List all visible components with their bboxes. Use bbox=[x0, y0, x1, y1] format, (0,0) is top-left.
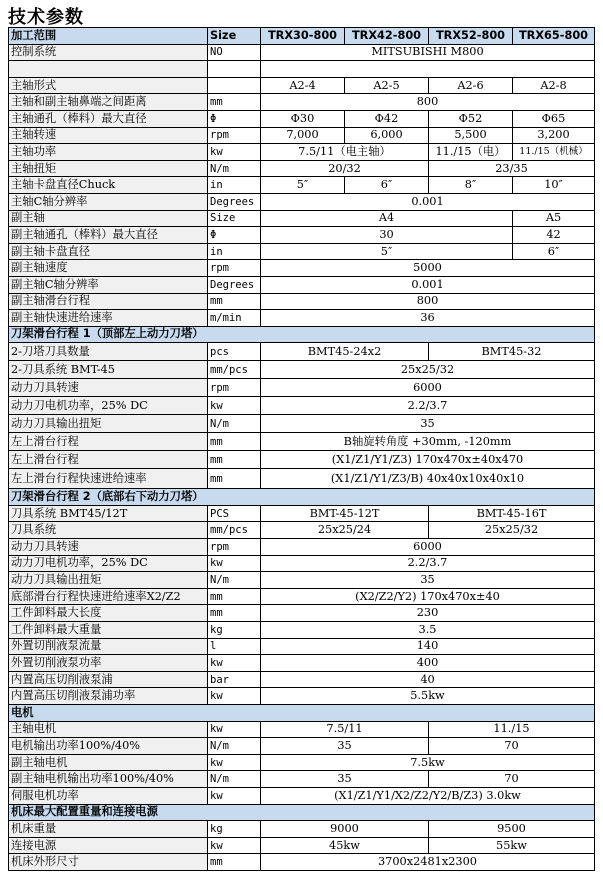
spec-value: Φ52 bbox=[429, 110, 513, 127]
spec-row bbox=[9, 588, 595, 605]
spec-table bbox=[8, 27, 595, 871]
spec-unit: N/m bbox=[208, 160, 261, 177]
section-header-row bbox=[9, 326, 595, 343]
spec-label: 主轴电机 bbox=[9, 721, 208, 738]
spec-value: BMT45-24x2 bbox=[261, 343, 429, 361]
spec-row bbox=[9, 622, 595, 639]
spec-value: 400 bbox=[261, 655, 595, 672]
spec-value: 55kw bbox=[429, 837, 595, 854]
spec-label: 左上滑台行程快速进给速率 bbox=[9, 469, 208, 489]
spec-value: 70 bbox=[429, 738, 595, 755]
spec-value: 3700x2481x2300 bbox=[261, 854, 595, 871]
spec-row bbox=[9, 77, 595, 94]
spec-unit bbox=[208, 77, 261, 94]
spec-unit: mm bbox=[208, 293, 261, 310]
section-title: 刀架滑台行程 2（底部右下动力刀塔） bbox=[9, 489, 595, 506]
spec-value: 9000 bbox=[261, 821, 429, 838]
spec-row bbox=[9, 415, 595, 433]
spec-value: 35 bbox=[261, 415, 595, 433]
spec-label: 工件卸料最大长度 bbox=[9, 605, 208, 622]
spec-unit: Degrees bbox=[208, 193, 261, 210]
spec-row bbox=[9, 293, 595, 310]
spec-row bbox=[9, 193, 595, 210]
spec-value: 70 bbox=[429, 771, 595, 788]
spec-unit: rpm bbox=[208, 539, 261, 556]
spec-value: 800 bbox=[261, 293, 595, 310]
spec-value: 25x25/32 bbox=[261, 361, 595, 379]
spec-label bbox=[9, 61, 208, 78]
spec-unit: PCS bbox=[208, 505, 261, 522]
spec-value: 11./15（机械） bbox=[513, 144, 595, 161]
spec-value: 6″ bbox=[513, 243, 595, 260]
spec-unit: N/m bbox=[208, 572, 261, 589]
spec-value: 3.5 bbox=[261, 622, 595, 639]
spec-row bbox=[9, 555, 595, 572]
spec-value: 7.5/11 bbox=[261, 721, 429, 738]
spec-unit: mm bbox=[208, 588, 261, 605]
spec-label: 副主轴快速进给速率 bbox=[9, 310, 208, 327]
spec-label: 2-刀具系统 BMT-45 bbox=[9, 361, 208, 379]
spec-label: 外置切削液泵流量 bbox=[9, 638, 208, 655]
spec-unit: NO bbox=[208, 44, 261, 61]
spec-value: (X1/Z1/Y1/Z3) 170x470x±40x470 bbox=[261, 451, 595, 469]
spec-value: 6″ bbox=[345, 177, 429, 194]
spec-label: 主轴卡盘直径Chuck bbox=[9, 177, 208, 194]
spec-row bbox=[9, 688, 595, 705]
spec-label: 电机输出功率100%/40% bbox=[9, 738, 208, 755]
spec-value: 36 bbox=[261, 310, 595, 327]
spec-table-body bbox=[9, 28, 595, 871]
spec-value: 20/32 bbox=[261, 160, 429, 177]
spec-value: 6000 bbox=[261, 379, 595, 397]
spec-value: 5.5kw bbox=[261, 688, 595, 705]
spec-unit: mm bbox=[208, 854, 261, 871]
spec-label: 工件卸料最大重量 bbox=[9, 622, 208, 639]
spec-value: 45kw bbox=[261, 837, 429, 854]
spec-label: 底部滑台行程快速进给速率X2/Z2 bbox=[9, 588, 208, 605]
spec-label: 内置高压切削液泵浦 bbox=[9, 671, 208, 688]
spec-label: 左上滑台行程 bbox=[9, 451, 208, 469]
spec-unit: rpm bbox=[208, 379, 261, 397]
spec-value: A2-5 bbox=[345, 77, 429, 94]
spec-unit: N/m bbox=[208, 415, 261, 433]
spec-value: 35 bbox=[261, 572, 595, 589]
spec-unit: rpm bbox=[208, 127, 261, 144]
spec-value bbox=[261, 61, 595, 78]
spec-label: 副主轴电机输出功率100%/40% bbox=[9, 771, 208, 788]
spec-row bbox=[9, 787, 595, 804]
spec-label: 副主轴电机 bbox=[9, 754, 208, 771]
spec-label: 刀具系统 BMT45/12T bbox=[9, 505, 208, 522]
spec-unit: mm bbox=[208, 433, 261, 451]
spec-label: 主轴和副主轴鼻端之间距离 bbox=[9, 94, 208, 111]
spec-row bbox=[9, 210, 595, 227]
spec-label: 主轴形式 bbox=[9, 77, 208, 94]
spec-row bbox=[9, 539, 595, 556]
spec-row bbox=[9, 433, 595, 451]
spec-value: 35 bbox=[261, 771, 429, 788]
spec-unit: m/min bbox=[208, 310, 261, 327]
spec-unit: kw bbox=[208, 688, 261, 705]
spec-value: (X1/Z1/Y1/Z3/B) 40x40x10x40x10 bbox=[261, 469, 595, 489]
spec-unit: mm bbox=[208, 605, 261, 622]
spec-unit: kw bbox=[208, 787, 261, 804]
spec-value: 42 bbox=[513, 227, 595, 244]
spec-label: 刀具系统 bbox=[9, 522, 208, 539]
header-label: 加工范围 bbox=[9, 28, 208, 45]
spec-row bbox=[9, 361, 595, 379]
spec-label: 主轴通孔（棒料）最大直径 bbox=[9, 110, 208, 127]
spec-value: A5 bbox=[513, 210, 595, 227]
spec-unit bbox=[208, 61, 261, 78]
spec-value: Φ42 bbox=[345, 110, 429, 127]
spec-unit: kw bbox=[208, 555, 261, 572]
spec-unit: kg bbox=[208, 821, 261, 838]
spec-unit: kw bbox=[208, 721, 261, 738]
spec-row bbox=[9, 451, 595, 469]
spec-label: 动力刀具输出扭矩 bbox=[9, 572, 208, 589]
spec-row bbox=[9, 572, 595, 589]
spec-unit: N/m bbox=[208, 771, 261, 788]
spec-row bbox=[9, 243, 595, 260]
spec-value: 5000 bbox=[261, 260, 595, 277]
spec-value: (X1/Z1/Y1/X2/Z2/Y2/B/Z3) 3.0kw bbox=[261, 787, 595, 804]
spec-unit: mm/pcs bbox=[208, 522, 261, 539]
spec-unit: kw bbox=[208, 144, 261, 161]
spec-row bbox=[9, 160, 595, 177]
spec-value: A4 bbox=[261, 210, 513, 227]
spec-label: 副主轴通孔（棒料）最大直径 bbox=[9, 227, 208, 244]
spec-value: 5″ bbox=[261, 243, 513, 260]
spec-value: A2-6 bbox=[429, 77, 513, 94]
spec-value: 9500 bbox=[429, 821, 595, 838]
spec-value: 23/35 bbox=[429, 160, 595, 177]
spec-label: 副主轴滑台行程 bbox=[9, 293, 208, 310]
spec-unit: Degrees bbox=[208, 276, 261, 293]
spec-label: 副主轴 bbox=[9, 210, 208, 227]
spec-unit: kw bbox=[208, 397, 261, 415]
spec-row bbox=[9, 721, 595, 738]
spec-label: 外置切削液泵功率 bbox=[9, 655, 208, 672]
spec-row bbox=[9, 754, 595, 771]
spec-value: 11./15 bbox=[429, 721, 595, 738]
spec-value: 25x25/32 bbox=[429, 522, 595, 539]
spec-value: 7.5/11（电主轴） bbox=[261, 144, 429, 161]
section-title: 刀架滑台行程 1（顶部左上动力刀塔） bbox=[9, 326, 595, 343]
model-header: TRX30-800 bbox=[261, 28, 345, 45]
spec-row bbox=[9, 343, 595, 361]
spec-value: (X2/Z2/Y2) 170x470x±40 bbox=[261, 588, 595, 605]
spec-row bbox=[9, 44, 595, 61]
model-header: TRX65-800 bbox=[513, 28, 595, 45]
spec-value: 2.2/3.7 bbox=[261, 397, 595, 415]
spec-value: 0.001 bbox=[261, 276, 595, 293]
spec-label: 机床外形尺寸 bbox=[9, 854, 208, 871]
spec-value: 6000 bbox=[261, 539, 595, 556]
spec-row bbox=[9, 276, 595, 293]
spec-label: 动力刀具转速 bbox=[9, 539, 208, 556]
section-title: 电机 bbox=[9, 705, 595, 722]
spec-value: Φ65 bbox=[513, 110, 595, 127]
spec-unit: rpm bbox=[208, 260, 261, 277]
spec-label: 动力刀具转速 bbox=[9, 379, 208, 397]
spec-unit: l bbox=[208, 638, 261, 655]
spec-label: 机床重量 bbox=[9, 821, 208, 838]
spec-label: 伺服电机功率 bbox=[9, 787, 208, 804]
spec-label: 左上滑台行程 bbox=[9, 433, 208, 451]
spec-label: 副主轴C轴分辨率 bbox=[9, 276, 208, 293]
spec-unit: in bbox=[208, 177, 261, 194]
spec-value: 30 bbox=[261, 227, 513, 244]
spec-row bbox=[9, 854, 595, 871]
spec-row bbox=[9, 605, 595, 622]
spec-row bbox=[9, 94, 595, 111]
spec-unit: pcs bbox=[208, 343, 261, 361]
section-header-row bbox=[9, 804, 595, 821]
spec-row bbox=[9, 821, 595, 838]
section-title: 机床最大配置重量和连接电源 bbox=[9, 804, 595, 821]
spec-unit: mm bbox=[208, 451, 261, 469]
spec-label: 内置高压切削液泵浦功率 bbox=[9, 688, 208, 705]
spec-value: 140 bbox=[261, 638, 595, 655]
spec-label: 动力刀具输出扭矩 bbox=[9, 415, 208, 433]
spec-unit: mm/pcs bbox=[208, 361, 261, 379]
spec-unit: in bbox=[208, 243, 261, 260]
spec-value: 3,200 bbox=[513, 127, 595, 144]
spec-value: 0.001 bbox=[261, 193, 595, 210]
spec-row bbox=[9, 505, 595, 522]
spec-unit: kw bbox=[208, 754, 261, 771]
spec-value: 2.2/3.7 bbox=[261, 555, 595, 572]
spec-row bbox=[9, 522, 595, 539]
spec-value: 25x25/24 bbox=[261, 522, 429, 539]
model-header: TRX42-800 bbox=[345, 28, 429, 45]
spec-unit: bar bbox=[208, 671, 261, 688]
spec-value: 35 bbox=[261, 738, 429, 755]
spec-row bbox=[9, 144, 595, 161]
spec-value: 7.5kw bbox=[261, 754, 595, 771]
spec-row bbox=[9, 837, 595, 854]
spec-value: A2-8 bbox=[513, 77, 595, 94]
spec-label: 副主轴卡盘直径 bbox=[9, 243, 208, 260]
spec-value: 5″ bbox=[261, 177, 345, 194]
spec-unit: mm bbox=[208, 94, 261, 111]
page-title: 技术参数 bbox=[8, 7, 84, 28]
spec-row bbox=[9, 771, 595, 788]
spec-value: BMT-45-12T bbox=[261, 505, 429, 522]
header-unit: Size bbox=[208, 28, 261, 45]
spec-value: 800 bbox=[261, 94, 595, 111]
spec-unit: kw bbox=[208, 655, 261, 672]
spec-unit: mm bbox=[208, 469, 261, 489]
spec-value: 7,000 bbox=[261, 127, 345, 144]
section-header-row bbox=[9, 489, 595, 506]
spec-row bbox=[9, 638, 595, 655]
spec-value: 10″ bbox=[513, 177, 595, 194]
spec-unit: Size bbox=[208, 210, 261, 227]
spec-unit: N/m bbox=[208, 738, 261, 755]
spec-value: MITSUBISHI M800 bbox=[261, 44, 595, 61]
spec-row bbox=[9, 310, 595, 327]
spec-row bbox=[9, 379, 595, 397]
spec-row bbox=[9, 61, 595, 78]
spec-label: 主轴C轴分辨率 bbox=[9, 193, 208, 210]
spec-value: BMT45-32 bbox=[429, 343, 595, 361]
spec-value: 8″ bbox=[429, 177, 513, 194]
spec-label: 2-刀塔刀具数量 bbox=[9, 343, 208, 361]
section-header-row bbox=[9, 705, 595, 722]
spec-unit: Φ bbox=[208, 227, 261, 244]
spec-row bbox=[9, 227, 595, 244]
spec-value: A2-4 bbox=[261, 77, 345, 94]
spec-value: B轴旋转角度 +30mm, -120mm bbox=[261, 433, 595, 451]
spec-label: 副主轴速度 bbox=[9, 260, 208, 277]
spec-row bbox=[9, 127, 595, 144]
spec-row bbox=[9, 177, 595, 194]
spec-value: BMT-45-16T bbox=[429, 505, 595, 522]
spec-label: 动力刀电机功率，25% DC bbox=[9, 555, 208, 572]
spec-unit: Φ bbox=[208, 110, 261, 127]
spec-unit: kw bbox=[208, 837, 261, 854]
spec-value: 11./15（电） bbox=[429, 144, 513, 161]
spec-label: 动力刀电机功率，25% DC bbox=[9, 397, 208, 415]
spec-label: 主轴扭矩 bbox=[9, 160, 208, 177]
spec-row bbox=[9, 260, 595, 277]
model-header: TRX52-800 bbox=[429, 28, 513, 45]
spec-row bbox=[9, 397, 595, 415]
spec-value: 5,500 bbox=[429, 127, 513, 144]
spec-label: 主轴功率 bbox=[9, 144, 208, 161]
spec-row bbox=[9, 110, 595, 127]
spec-value: 6,000 bbox=[345, 127, 429, 144]
header-row bbox=[9, 28, 595, 45]
spec-row bbox=[9, 671, 595, 688]
spec-label: 主轴转速 bbox=[9, 127, 208, 144]
spec-label: 连接电源 bbox=[9, 837, 208, 854]
spec-row bbox=[9, 469, 595, 489]
spec-unit: kg bbox=[208, 622, 261, 639]
spec-value: 230 bbox=[261, 605, 595, 622]
spec-value: 40 bbox=[261, 671, 595, 688]
spec-label: 控制系统 bbox=[9, 44, 208, 61]
spec-value: Φ30 bbox=[261, 110, 345, 127]
spec-row bbox=[9, 738, 595, 755]
spec-row bbox=[9, 655, 595, 672]
